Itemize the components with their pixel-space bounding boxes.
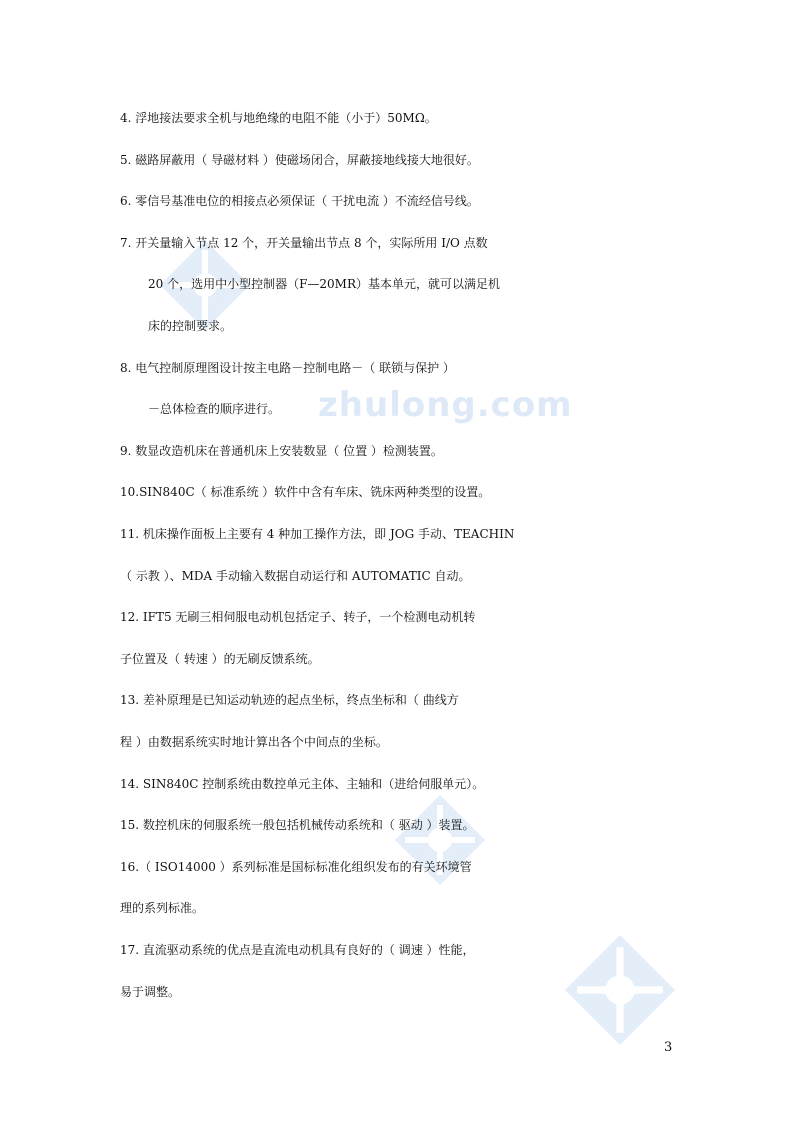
question-line: 11. 机床操作面板上主要有 4 种加工操作方法，即 JOG 手动、TEACHIN [120,527,515,541]
question-line: 8. 电气控制原理图设计按主电路－控制电路－（ 联锁与保护 ） [120,361,455,375]
question-line-continuation: 易于调整。 [120,985,181,999]
question-line: 14. SIN840C 控制系统由数控单元主体、主轴和（进给伺服单元）。 [120,777,485,791]
question-line-continuation: 床的控制要求。 [148,319,233,333]
question-line: 4. 浮地接法要求全机与地绝缘的电阻不能（小于）50MΩ。 [120,111,437,125]
question-line: 10.SIN840C（ 标准系统 ）软件中含有车床、铣床两种类型的设置。 [120,485,491,499]
question-line: 13. 差补原理是已知运动轨迹的起点坐标，终点坐标和（ 曲线方 [120,693,459,707]
question-line-continuation: 程 ）由数据系统实时地计算出各个中间点的坐标。 [120,735,388,749]
question-line: 15. 数控机床的伺服系统一般包括机械传动系统和（ 驱动 ）装置。 [120,818,475,832]
question-line: 7. 开关量输入节点 12 个，开关量输出节点 8 个，实际所用 I/O 点数 [120,236,488,250]
question-line-continuation: －总体检查的顺序进行。 [148,402,281,416]
page-number: 3 [664,1040,673,1055]
question-line: 16.（ ISO14000 ）系列标准是国标标准化组织发布的有关环境管 [120,860,472,874]
question-line: 6. 零信号基准电位的相接点必须保证（ 干扰电流 ）不流经信号线。 [120,194,479,208]
question-line: 12. IFT5 无刷三相伺服电动机包括定子、转子，一个检测电动机转 [120,610,476,624]
question-line-continuation: 子位置及（ 转速 ）的无刷反馈系统。 [120,652,320,666]
question-line-continuation: 理的系列标准。 [120,901,205,915]
question-line: 17. 直流驱动系统的优点是直流电动机具有良好的（ 调速 ）性能， [120,943,475,957]
question-line: 5. 磁路屏蔽用（ 导磁材料 ）使磁场闭合，屏蔽接地线接大地很好。 [120,153,479,167]
question-line-continuation: 20 个，选用中小型控制器（F—20MR）基本单元，就可以满足机 [148,277,501,291]
question-line: 9. 数显改造机床在普通机床上安装数显（ 位置 ）检测装置。 [120,444,443,458]
watermark-text: zhulong.com [318,385,573,425]
question-line-continuation: （ 示教 ）、MDA 手动输入数据自动运行和 AUTOMATIC 自动。 [120,569,471,583]
